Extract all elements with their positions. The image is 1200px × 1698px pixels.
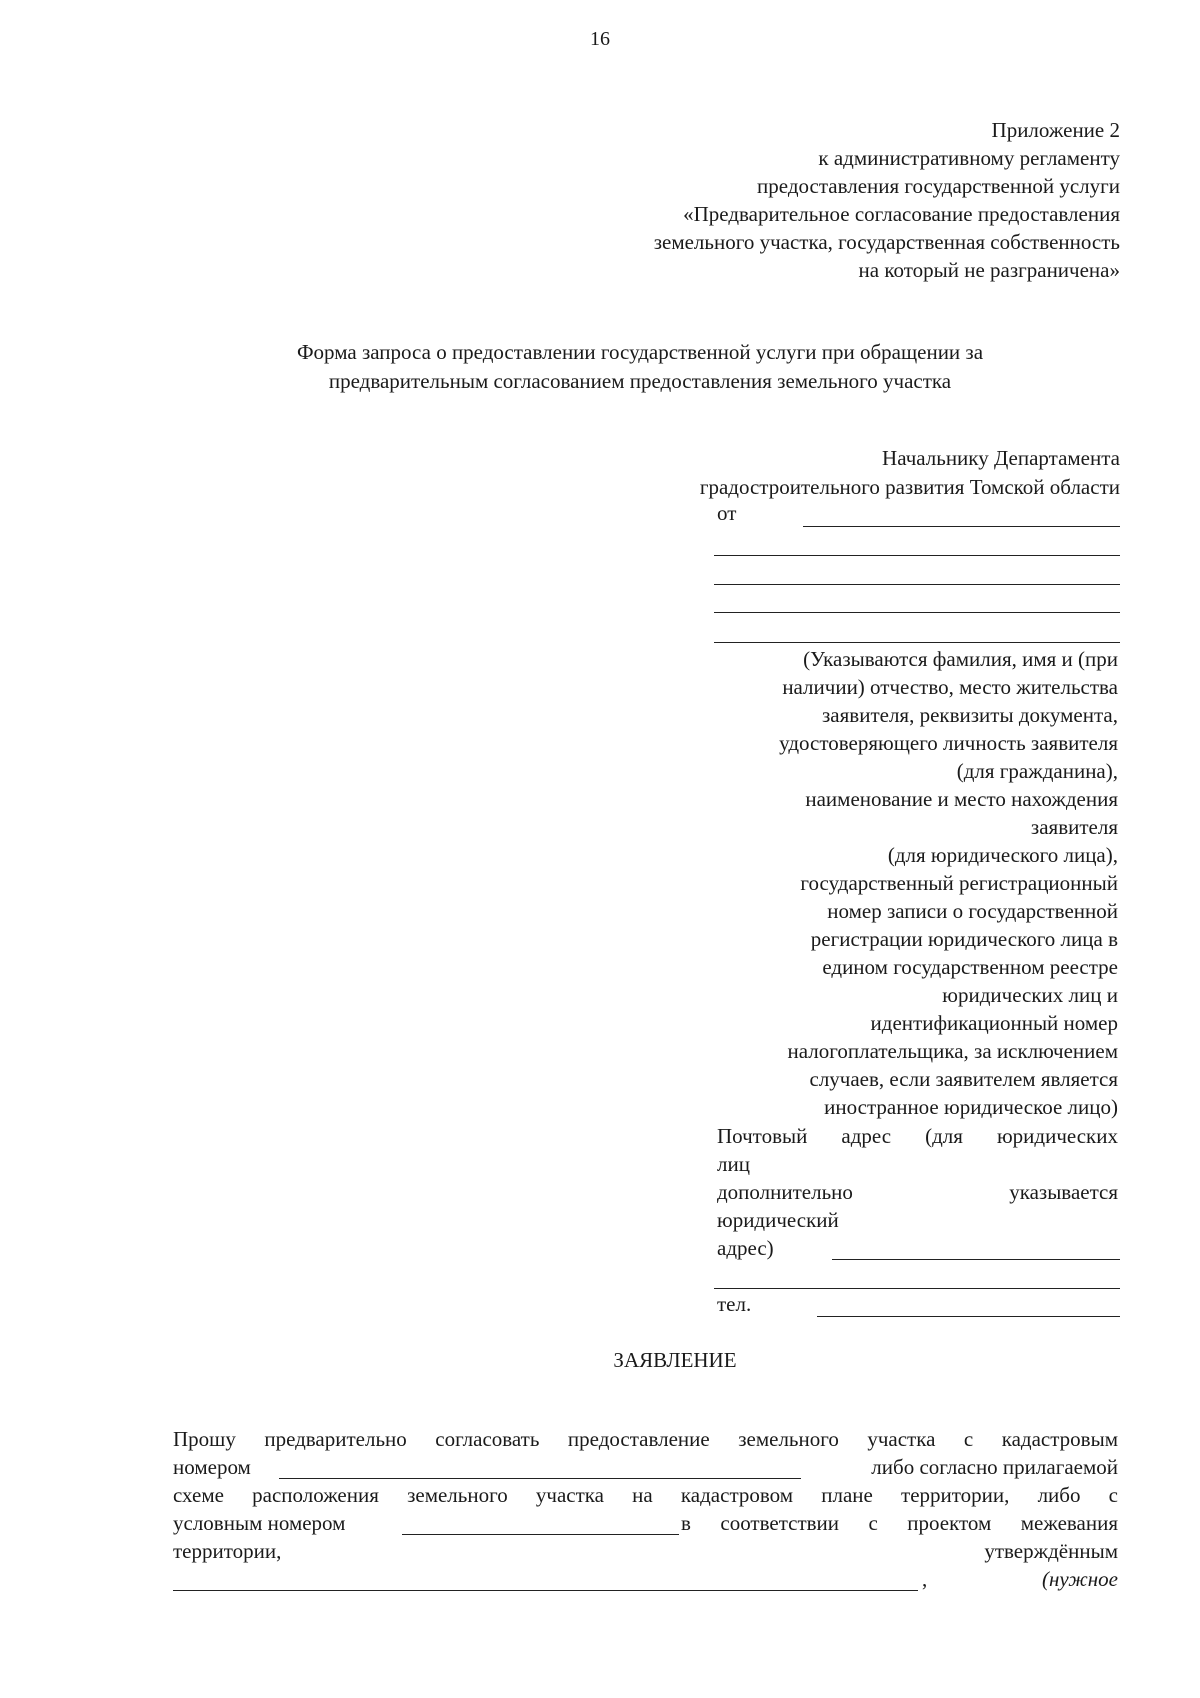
addressee-block — [500, 444, 1120, 502]
body-text: либо согласно прилагаемой — [871, 1455, 1118, 1479]
appendix-line: к административному регламенту — [818, 146, 1120, 170]
appendix-line: предоставления государственной услуги — [757, 174, 1120, 198]
body-text: в соответствии с проектом межевания — [681, 1511, 1118, 1535]
postal-line: дополнительно указывается — [717, 1180, 1118, 1204]
note-line: государственный регистрационный — [800, 871, 1118, 895]
note-line: регистрации юридического лица в — [810, 927, 1118, 951]
postal-line: Почтовый адрес (для юридических — [717, 1124, 1118, 1148]
tel-field[interactable] — [817, 1316, 1120, 1317]
note-line: удостоверяющего личность заявителя — [779, 731, 1118, 755]
body-text: утверждённым — [984, 1539, 1118, 1563]
appendix-header — [450, 116, 1120, 284]
note-line: (для гражданина), — [956, 759, 1118, 783]
statement-title: ЗАЯВЛЕНИЕ — [613, 1348, 737, 1372]
from-label: от — [717, 501, 737, 525]
postal-line: лиц — [717, 1152, 750, 1176]
postal-line: адрес) — [717, 1236, 774, 1260]
note-line: заявителя, реквизиты документа, — [822, 703, 1118, 727]
note-line: (Указываются фамилия, имя и (при — [803, 647, 1118, 671]
postal-address-field-line[interactable] — [714, 1288, 1120, 1289]
body-text: условным номером — [173, 1511, 346, 1535]
note-line: иностранное юридическое лицо) — [824, 1095, 1118, 1119]
form-title — [160, 338, 1120, 396]
addressee-line: градостроительного развития Томской области — [699, 475, 1120, 499]
note-line: заявителя — [1030, 815, 1118, 839]
note-line: наименование и место нахождения — [805, 787, 1118, 811]
postal-line: юридический — [717, 1208, 839, 1232]
note-line: юридических лиц и — [942, 983, 1118, 1007]
applicant-note — [600, 645, 1118, 1121]
note-line: налогоплательщика, за исключением — [787, 1039, 1118, 1063]
cadastral-number-field[interactable] — [279, 1478, 801, 1479]
note-line: идентификационный номер — [870, 1011, 1118, 1035]
note-line: (для юридического лица), — [887, 843, 1118, 867]
body-line: схеме расположения земельного участка на кадастровом плане территории, либо с — [173, 1483, 1118, 1507]
appendix-line: Приложение 2 — [991, 118, 1120, 142]
body-text: номером — [173, 1455, 251, 1479]
appendix-line: земельного участка, государственная собственность — [653, 230, 1120, 254]
tel-label: тел. — [717, 1292, 752, 1316]
form-title-line: Форма запроса о предоставлении государственной услуги при обращении за — [296, 340, 984, 364]
addressee-line: Начальнику Департамента — [882, 446, 1120, 470]
approved-by-field[interactable] — [173, 1590, 918, 1591]
body-text: (нужное — [1042, 1567, 1118, 1591]
body-text: территории, — [173, 1539, 282, 1563]
body-line: Прошу предварительно согласовать предоставление земельного участка с кадастровым — [173, 1427, 1118, 1451]
applicant-field-line[interactable] — [714, 555, 1120, 556]
applicant-field-line[interactable] — [714, 584, 1120, 585]
postal-block — [717, 1122, 1118, 1262]
applicant-field-line[interactable] — [714, 642, 1120, 643]
page-number: 16 — [590, 28, 610, 50]
note-line: номер записи о государственной — [827, 899, 1118, 923]
conditional-number-field[interactable] — [402, 1534, 679, 1535]
from-field[interactable] — [803, 526, 1120, 527]
appendix-line: «Предварительное согласование предоставления — [683, 202, 1120, 226]
note-line: случаев, если заявителем является — [809, 1067, 1118, 1091]
postal-address-field[interactable] — [832, 1259, 1120, 1260]
form-title-line: предварительным согласованием предоставления земельного участка — [328, 369, 952, 393]
note-line: едином государственном реестре — [822, 955, 1118, 979]
applicant-field-line[interactable] — [714, 612, 1120, 613]
body-text: , — [922, 1567, 928, 1591]
appendix-line: на который не разграничена» — [858, 258, 1120, 282]
note-line: наличии) отчество, место жительства — [782, 675, 1118, 699]
